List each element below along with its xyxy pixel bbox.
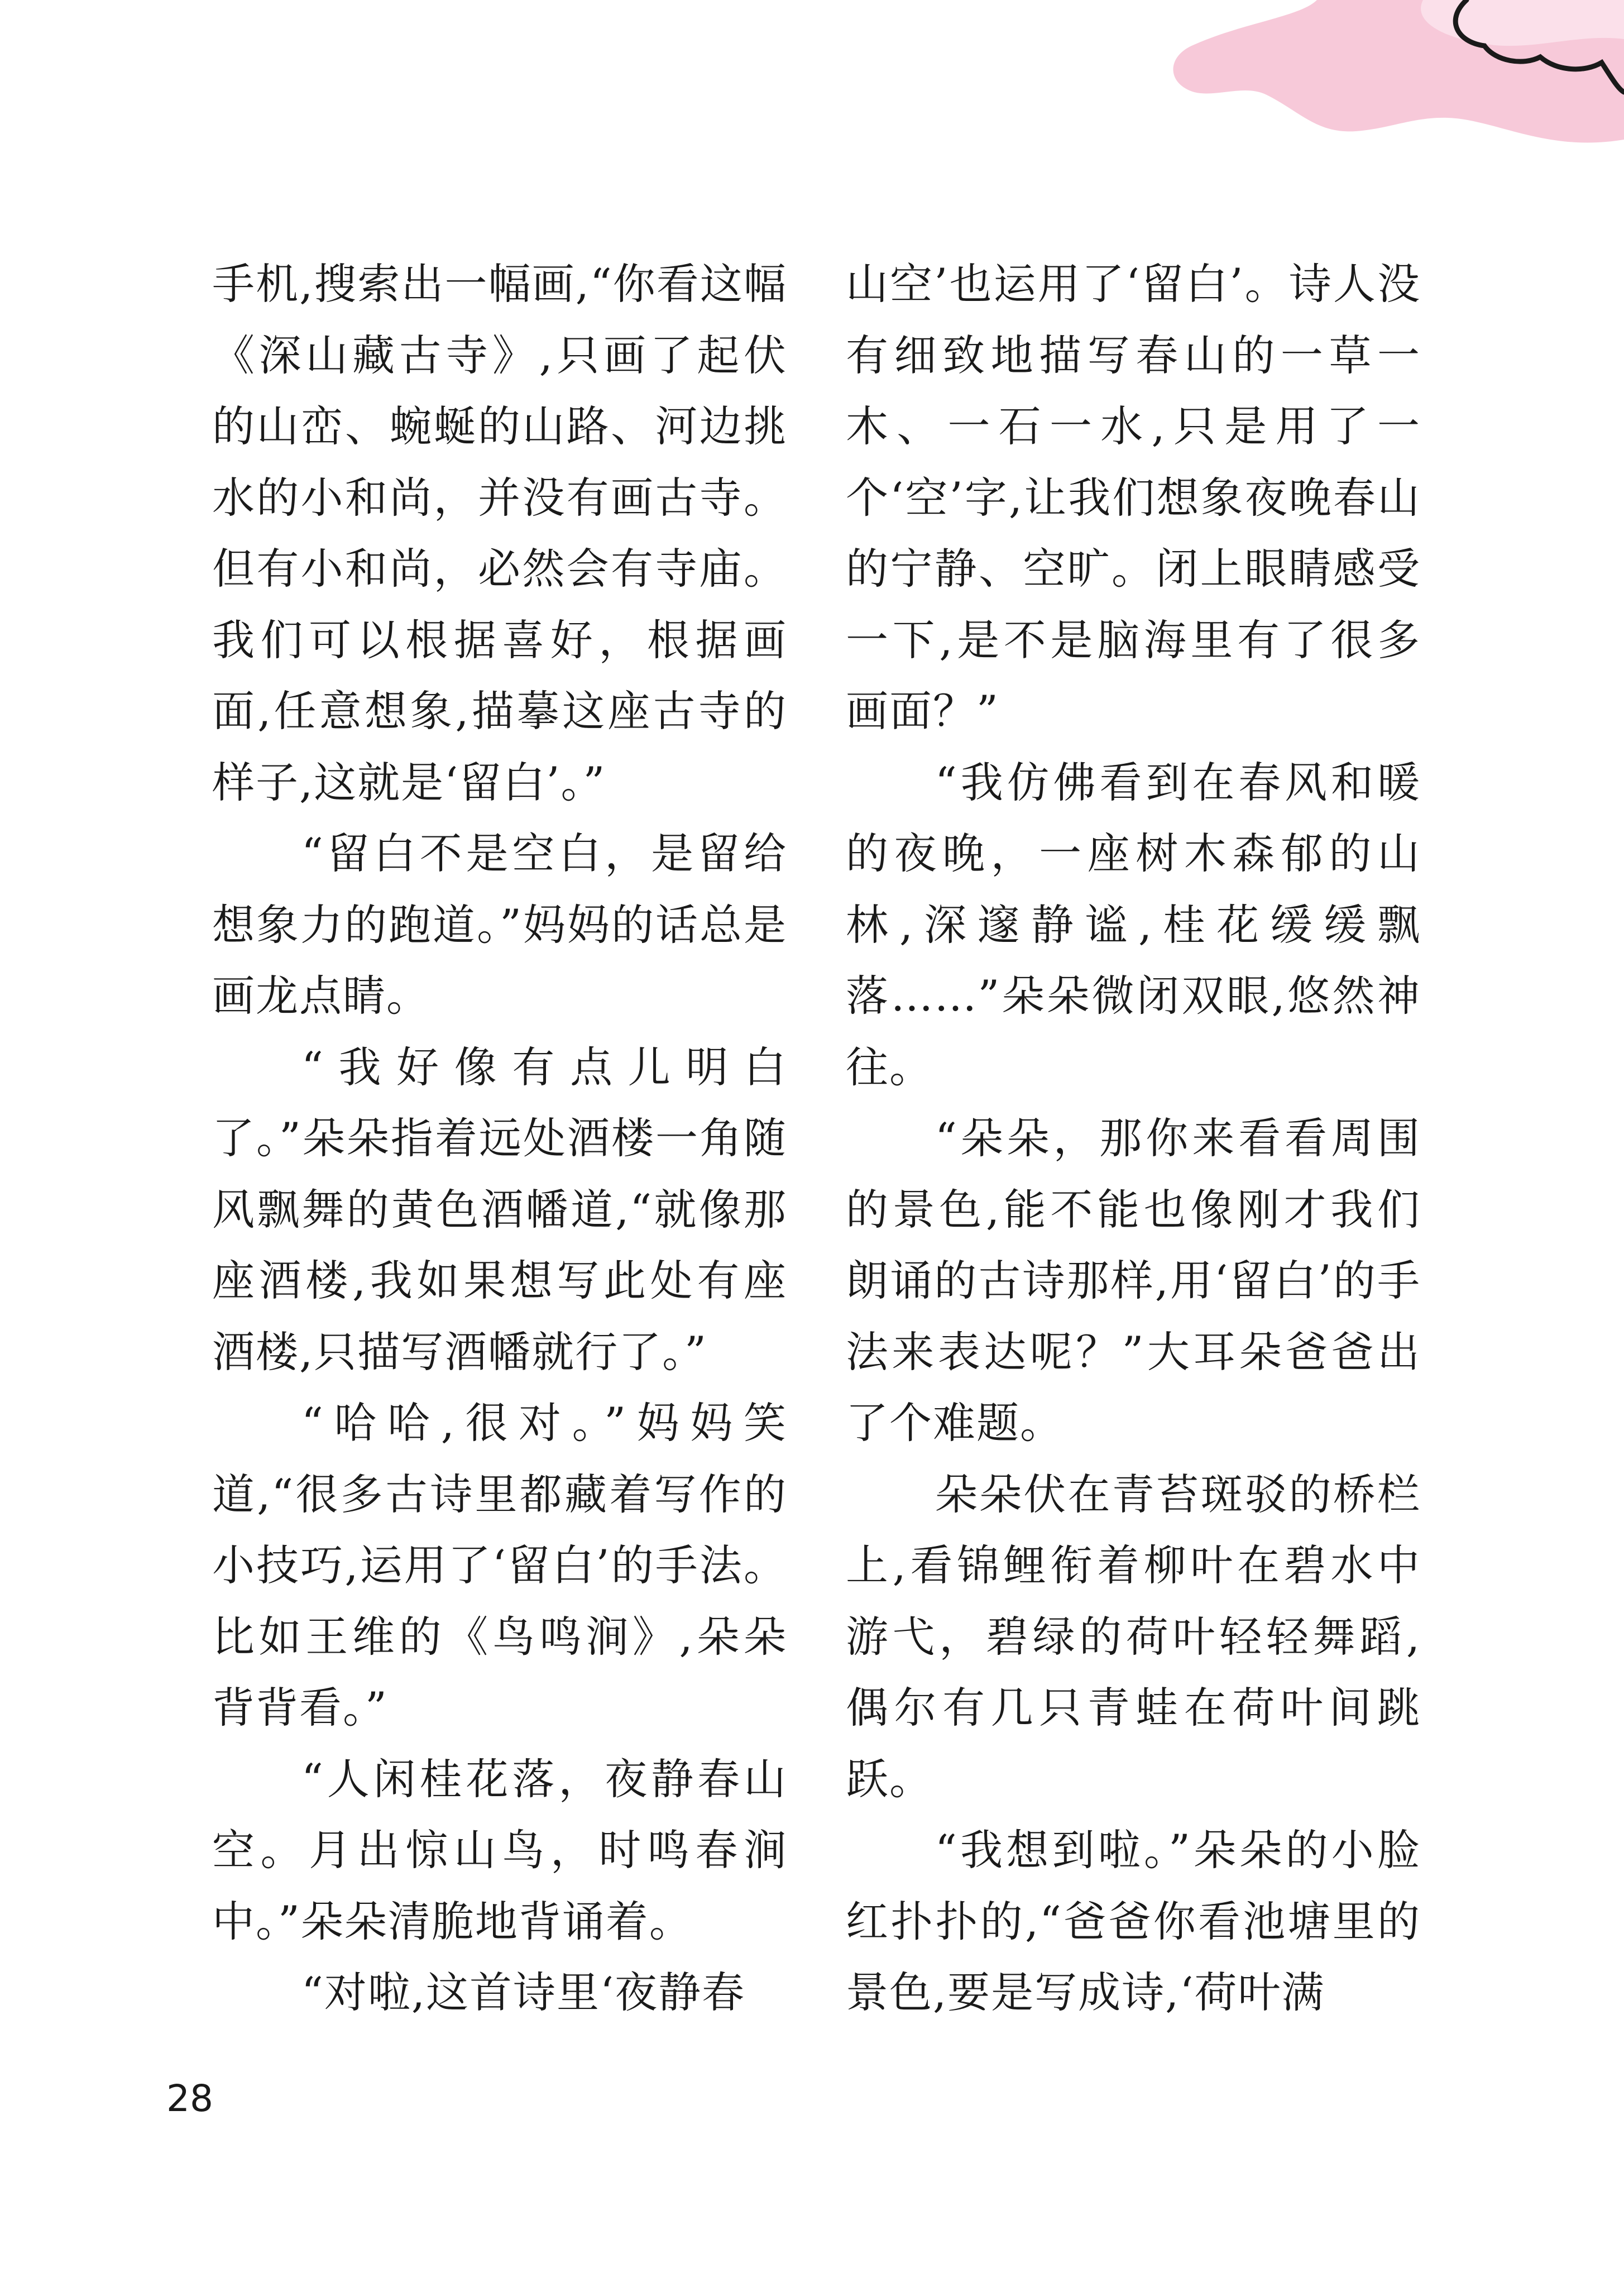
right-text-column (846, 248, 1421, 2028)
paragraph: “我好像有点儿明白了。”朵朵指着远处酒楼一角随风飘舞的黄色酒幡道,“就像那座酒楼,我如果想写此处有座酒楼,只描写酒幡就行了。” (212, 1042, 787, 1377)
paragraph: “留白不是空白，是留给想象力的跑道。”妈妈的话总是画龙点睛。 (212, 829, 787, 1021)
left-text-column (212, 248, 787, 2028)
paragraph: “朵朵，那你来看看周围的景色,能不能也像刚才我们朗诵的古诗那样,用‘留白’的手法来表达呢？”大耳朵爸爸出了个难题。 (846, 1113, 1421, 1448)
paragraph: 朵朵伏在青苔斑驳的桥栏上,看锦鲤衔着柳叶在碧水中游弋，碧绿的荷叶轻轻舞蹈,偶尔有几只青蛙在荷叶间跳跃。 (846, 1469, 1421, 1804)
paragraph: “对啦,这首诗里‘夜静春 (301, 1968, 746, 2017)
page-number: 28 (166, 2077, 213, 2120)
paragraph: “我想到啦。”朵朵的小脸红扑扑的,“爸爸你看池塘里的景色,要是写成诗,‘荷叶满 (846, 1825, 1421, 2017)
paragraph: “我仿佛看到在春风和暖的夜晚，一座树木森郁的山林,深邃静谧,桂花缓缓飘落……”朵朵微闭双眼,悠然神往。 (846, 757, 1421, 1092)
paragraph: 山空’也运用了‘留白’。诗人没有细致地描写春山的一草一木、一石一水,只是用了一个‘空’字,让我们想象夜晚春山的宁静、空旷。闭上眼睛感受一下,是不是脑海里有了很多画面？” (846, 259, 1421, 736)
paragraph: “人闲桂花落，夜静春山空。月出惊山鸟，时鸣春涧中。”朵朵清脆地背诵着。 (212, 1754, 787, 1946)
paragraph: “哈哈,很对。”妈妈笑道,“很多古诗里都藏着写作的小技巧,运用了‘留白’的手法。比如王维的《鸟鸣涧》,朵朵背背看。” (212, 1398, 787, 1733)
pink-cloud-decoration (1133, 0, 1624, 168)
paragraph: 手机,搜索出一幅画,“你看这幅《深山藏古寺》,只画了起伏的山峦、蜿蜒的山路、河边挑水的小和尚，并没有画古寺。但有小和尚，必然会有寺庙。我们可以根据喜好，根据画面,任意想象,描摹这座古寺的样子,这就是‘留白’。” (212, 259, 787, 807)
